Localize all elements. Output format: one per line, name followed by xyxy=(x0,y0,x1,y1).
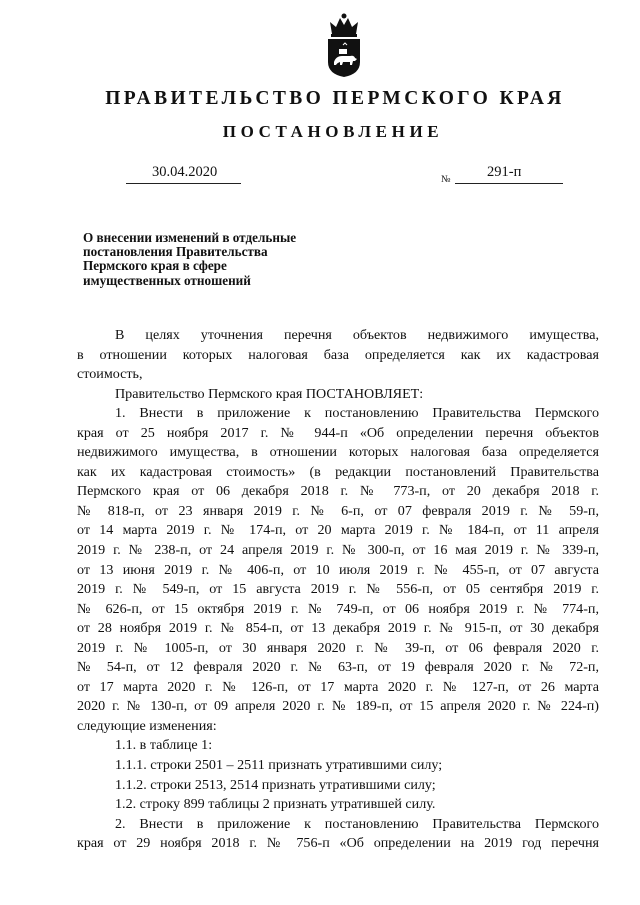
government-title: ПРАВИТЕЛЬСТВО ПЕРМСКОГО КРАЯ xyxy=(105,88,565,109)
body-line: 2019 г. № 238-п, от 24 апреля 2019 г. № 300-п, от 16 мая 2019 г. № 339-п, xyxy=(77,542,599,559)
body-line: 1. Внести в приложение к постановлению Правительства Пермского xyxy=(115,405,599,422)
document-type: ПОСТАНОВЛЕНИЕ xyxy=(222,122,444,141)
number-sign: № xyxy=(441,174,451,185)
subject-line: О внесении изменений в отдельные xyxy=(83,230,297,245)
body-line: 1.2. строку 899 таблицы 2 признать утратившей силу. xyxy=(115,796,436,813)
body-line: 1.1.1. строки 2501 – 2511 признать утратившими силу; xyxy=(115,757,443,774)
body-line: 2020 г. № 130-п, от 09 апреля 2020 г. № 189-п, от 15 апреля 2020 г. № 224-п) xyxy=(77,698,599,715)
body-line: недвижимого имущества, в отношении которых налоговая база определяется xyxy=(77,444,599,461)
body-line: стоимость, xyxy=(77,366,143,383)
body-line: 1.1.2. строки 2513, 2514 признать утратившими силу; xyxy=(115,776,436,793)
body-line: В целях уточнения перечня объектов недвижимого имущества, xyxy=(115,327,599,343)
body-line: № 626-п, от 15 октября 2019 г. № 749-п, от 06 ноября 2019 г. № 774-п, xyxy=(77,600,599,617)
body-line: № 818-п, от 23 января 2019 г. № 6-п, от 07 февраля 2019 г. № 59-п, xyxy=(77,502,599,519)
body-line: 2019 г. № 1005-п, от 30 января 2020 г. № 39-п, от 06 февраля 2020 г. xyxy=(77,639,599,656)
body-line: как их кадастровая стоимость» (в редакции постановлений Правительства xyxy=(77,463,599,480)
document-date: 30.04.2020 xyxy=(152,164,218,180)
document-number: 291-п xyxy=(487,164,522,180)
body-line: края от 25 ноября 2017 г. № 944-п «Об определении перечня объектов xyxy=(77,424,599,441)
body-line: 1.1. в таблице 1: xyxy=(115,737,213,754)
date-underline xyxy=(126,183,241,184)
body-line: от 14 марта 2019 г. № 174-п, от 20 марта 2019 г. № 184-п, от 11 апреля xyxy=(77,522,599,539)
body-line: от 17 марта 2020 г. № 126-п, от 17 марта 2020 г. № 127-п, от 26 марта xyxy=(77,678,599,695)
subject-line: имущественных отношений xyxy=(83,272,251,288)
body-line: края от 29 ноября 2018 г. № 756-п «Об определении на 2019 год перечня xyxy=(77,835,599,852)
body-line: № 54-п, от 12 февраля 2020 г. № 63-п, от 19 февраля 2020 г. № 72-п, xyxy=(77,659,599,676)
coat-of-arms-emblem xyxy=(324,12,364,78)
body-line: от 13 июня 2019 г. № 406-п, от 10 июля 2019 г. № 455-п, от 07 августа xyxy=(77,561,599,578)
body-line: Пермского края от 06 декабря 2018 г. № 773-п, от 20 декабря 2018 г. xyxy=(77,483,599,500)
document-subject xyxy=(83,231,353,288)
body-line: 2019 г. № 549-п, от 15 августа 2019 г. № 556-п, от 05 сентября 2019 г. xyxy=(77,581,599,598)
body-line: Правительство Пермского края ПОСТАНОВЛЯЕТ: xyxy=(115,385,424,402)
subject-line: постановления Правительства xyxy=(83,244,268,260)
body-line: следующие изменения: xyxy=(77,717,217,734)
document-body xyxy=(77,326,599,854)
number-underline xyxy=(455,183,563,184)
body-line: в отношении которых налоговая база определяется как их кадастровая xyxy=(77,346,599,363)
subject-line: Пермского края в сфере xyxy=(83,258,227,274)
body-line: от 28 ноября 2019 г. № 854-п, от 13 декабря 2019 г. № 915-п, от 30 декабря xyxy=(77,620,599,637)
body-line: 2. Внести в приложение к постановлению Правительства Пермского xyxy=(115,815,599,832)
